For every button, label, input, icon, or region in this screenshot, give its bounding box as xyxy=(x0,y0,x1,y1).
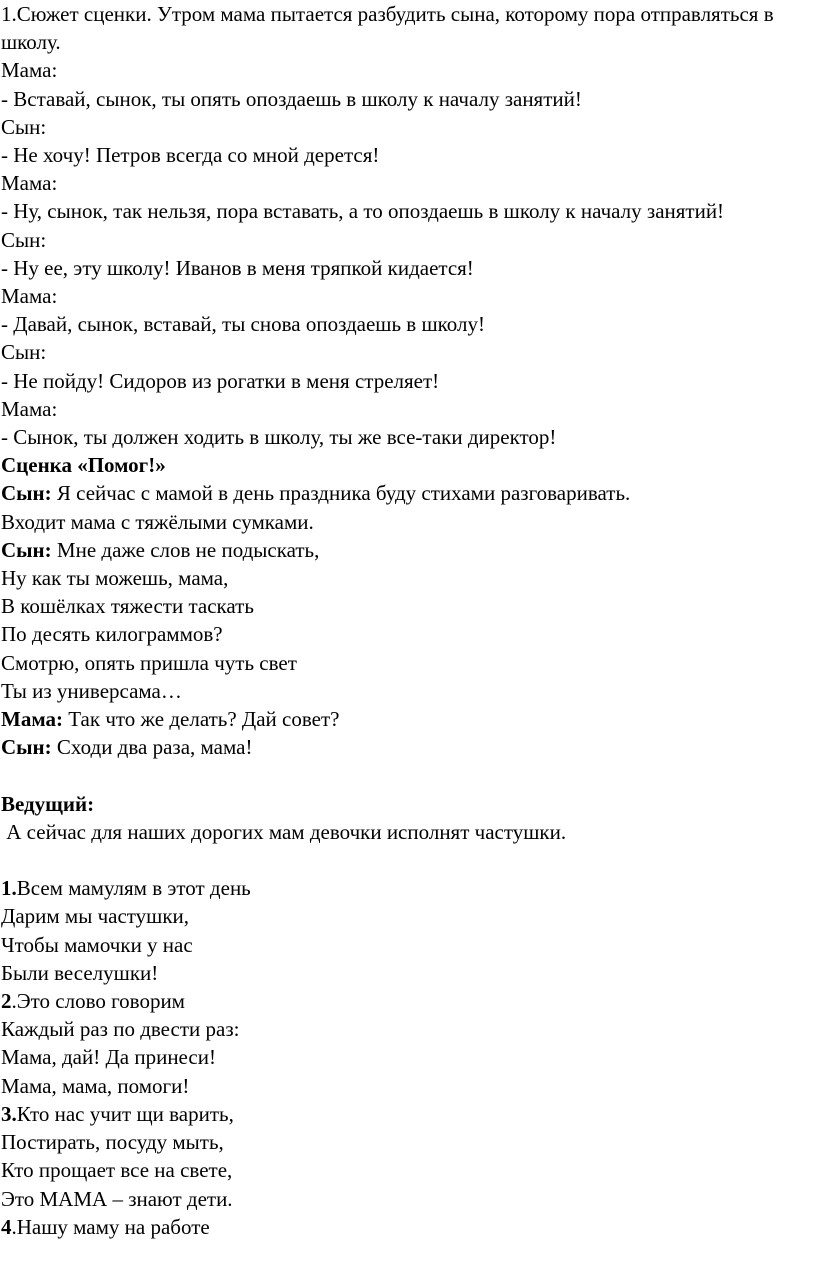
verse-line: Каждый раз по двести раз: xyxy=(1,1017,240,1042)
dialogue-row xyxy=(1,705,810,733)
speaker-label: Сын: xyxy=(1,340,47,365)
speaker-label: Сын: xyxy=(1,227,47,252)
host-label xyxy=(1,790,810,818)
blank-line xyxy=(1,846,810,874)
dialogue-line: - Ну, сынок, так нельзя, пора вставать, а то опоздаешь в школу к началу занятий! xyxy=(1,199,725,224)
speaker-label: Сын: xyxy=(1,114,47,139)
verse-line: Мама, мама, помоги! xyxy=(1,1073,190,1098)
dialogue-text: Я сейчас с мамой в день праздника буду стихами разговаривать. xyxy=(51,481,631,506)
dialogue-line: - Не хочу! Петров всегда со мной дерется! xyxy=(1,143,380,168)
verse-line xyxy=(1,1213,810,1241)
verse-text: .Нашу маму на работе xyxy=(11,1214,210,1239)
verse-text: Кто нас учит щи варить, xyxy=(16,1101,234,1126)
speaker-label: Мама: xyxy=(1,284,58,309)
dialogue-row xyxy=(1,536,810,564)
verse-line xyxy=(1,1100,810,1128)
verse-text: Всем мамулям в этот день xyxy=(16,876,251,901)
speaker-label-son: Сын: xyxy=(1,735,52,760)
verse-line: Мама, дай! Да принеси! xyxy=(1,1045,216,1070)
verse-line: Постирать, посуду мыть, xyxy=(1,1130,224,1155)
verse-line: В кошёлках тяжести таскать xyxy=(1,594,254,619)
verse-number: 4 xyxy=(1,1214,12,1239)
stage-direction: Входит мама с тяжёлыми сумками. xyxy=(1,509,314,534)
dialogue-line: - Вставай, сынок, ты опять опоздаешь в школу к началу занятий! xyxy=(1,86,582,111)
dialogue-text: Сходи два раза, мама! xyxy=(51,735,253,760)
host-label-text: Ведущий: xyxy=(1,791,95,816)
speaker-label-mom: Мама: xyxy=(1,707,63,732)
scene1-intro: 1.Сюжет сценки. Утром мама пытается разбудить сына, которому пора отправляться в школу. xyxy=(1,2,779,55)
speaker-label: Мама: xyxy=(1,58,58,83)
host-line: А сейчас для наших дорогих мам девочки исполнят частушки. xyxy=(1,819,567,844)
verse-number: 1. xyxy=(1,876,17,901)
speaker-label-son: Сын: xyxy=(1,537,52,562)
scene2-title xyxy=(1,451,810,479)
speaker-label: Мама: xyxy=(1,396,58,421)
verse-line xyxy=(1,874,810,902)
scene2-title-text: Сценка «Помог!» xyxy=(1,453,166,478)
verse-text: .Это слово говорим xyxy=(11,989,185,1014)
verse-line xyxy=(1,987,810,1015)
verse-line: Ты из универсама… xyxy=(1,678,182,703)
verse-line: Дарим мы частушки, xyxy=(1,904,190,929)
verse-line: По десять килограммов? xyxy=(1,622,223,647)
verse-line: Чтобы мамочки у нас xyxy=(1,932,193,957)
verse-line: Смотрю, опять пришла чуть свет xyxy=(1,650,297,675)
dialogue-text: Так что же делать? Дай совет? xyxy=(62,707,340,732)
verse-number: 3. xyxy=(1,1101,17,1126)
dialogue-row xyxy=(1,479,810,507)
blank-line xyxy=(1,761,810,789)
dialogue-line: - Сынок, ты должен ходить в школу, ты же все-таки директор! xyxy=(1,425,557,450)
dialogue-line: - Давай, сынок, вставай, ты снова опоздаешь в школу! xyxy=(1,312,485,337)
dialogue-row xyxy=(1,733,810,761)
dialogue-line: - Ну ее, эту школу! Иванов в меня тряпкой кидается! xyxy=(1,255,474,280)
speaker-label: Мама: xyxy=(1,171,58,196)
verse-number: 2 xyxy=(1,989,12,1014)
verse-line: Были веселушки! xyxy=(1,960,159,985)
dialogue-line: - Не пойду! Сидоров из рогатки в меня стреляет! xyxy=(1,368,440,393)
dialogue-text: Мне даже слов не подыскать, xyxy=(51,537,320,562)
verse-line: Ну как ты можешь, мама, xyxy=(1,566,229,591)
verse-line: Это МАМА – знают дети. xyxy=(1,1186,233,1211)
verse-line: Кто прощает все на свете, xyxy=(1,1158,233,1183)
speaker-label-son: Сын: xyxy=(1,481,52,506)
